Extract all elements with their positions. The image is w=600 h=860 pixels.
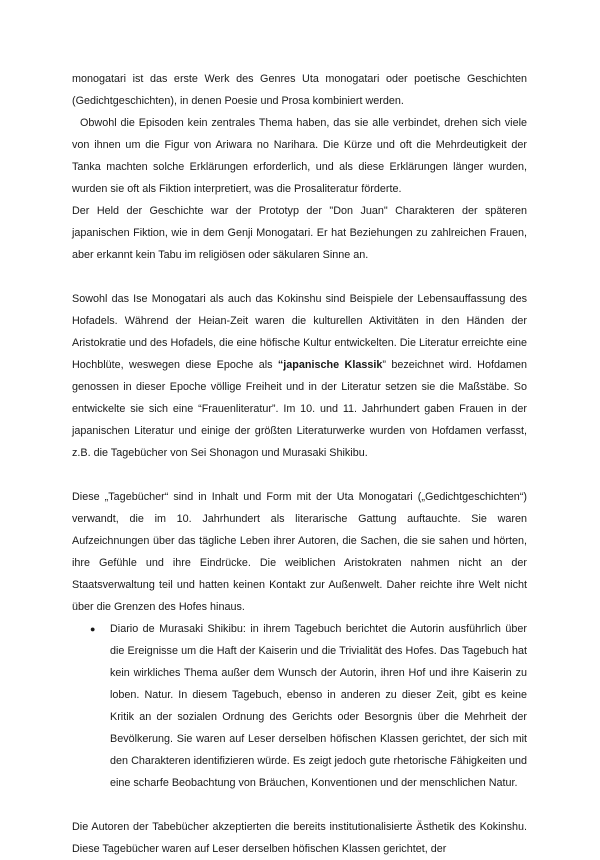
paragraph-gap <box>72 266 527 288</box>
paragraph-gap <box>72 794 527 816</box>
paragraph-4-text-end: ” bezeichnet wird. Hofdamen genossen in dieser Epoche völlige Freiheit und in der Literatur setzen sie die Maßstäbe. So entwickelte sie sich eine “Frauenliteratur”. Im 10. und 11. Jahrhundert gaben Frauen in der japanischen Literatur und einige der größten Literaturwerke wurden von Hofdamen verfasst, z.B. die Tagebücher von Sei Shonagon und Murasaki Shikibu. <box>72 359 527 459</box>
document-body <box>72 68 527 860</box>
paragraph-2: Obwohl die Episoden kein zentrales Thema haben, das sie alle verbindet, drehen sich viele von ihnen um die Figur von Ariwara no Narihara. Die Kürze und oft die Mehrdeutigkeit der Tanka machten solche Erklärungen erforderlich, und als diese Erklärungen länger wurden, wurden sie oft als Fiktion interpretiert, was die Prosaliteratur förderte. <box>72 117 527 195</box>
paragraph-6: Die Autoren der Tabebücher akzeptierten die bereits institutionalisierte Ästhetik des Kokinshu. Diese Tagebücher waren auf Leser derselben höfischen Klassen gerichtet, der <box>72 821 527 855</box>
bullet-text: Diario de Murasaki Shikibu: in ihrem Tagebuch berichtet die Autorin ausführlich über die Ereignisse um die Haft der Kaiserin und die Trivialität des Hofes. Das Tagebuch hat kein wirkliches Thema außer dem Wunsch der Autorin, ihren Hof und ihre Kaiserin zu loben. Natur. In diesem Tagebuch, ebenso in anderen zu dieser Zeit, gibt es keine Kritik an der sozialen Ordnung des Gerichts oder Besorgnis über die Mehrheit der Bevölkerung. Sie waren auf Leser derselben höfischen Klassen gerichtet, der sich mit den Charakteren identifizieren würde. Es zeigt jedoch gute rhetorische Fähigkeiten und eine scharfe Beobachtung von Bräuchen, Konventionen und der menschlichen Natur. <box>110 623 527 789</box>
japanische-klassik-term: “japanische Klassik <box>277 359 383 371</box>
bullet-list-item <box>72 618 527 794</box>
paragraph-4-text-start: Sowohl das Ise Monogatari als auch das Kokinshu sind Beispiele der Lebensauffassung des Hofadels. Während der Heian-Zeit waren die kulturellen Aktivitäten in den Händen der Aristokratie und des Hofadels, die eine höfische Kultur entwickelten. Die Literatur erreichte eine Hochblüte, weswegen diese Epoche als <box>72 293 527 371</box>
paragraph-1: monogatari ist das erste Werk des Genres Uta monogatari oder poetische Geschichten (Gedichtgeschichten), in denen Poesie und Prosa kombiniert werden. <box>72 73 527 107</box>
paragraph-gap <box>72 464 527 486</box>
bullet-icon: ● <box>90 624 96 634</box>
paragraph-5: Diese „Tagebücher“ sind in Inhalt und Form mit der Uta Monogatari („Gedichtgeschichten“) verwandt, die im 10. Jahrhundert als literarische Gattung auftauchte. Sie waren Aufzeichnungen über das tägliche Leben ihrer Autoren, die Sachen, die sie sahen und hörten, ihre Gefühle und ihre Eindrücke. Die weiblichen Aristokraten nahmen nicht an der Staatsverwaltung teil und hatten keinen Kontakt zur Außenwelt. Daher reichte ihre Welt nicht über die Grenzen des Hofes hinaus. <box>72 491 527 613</box>
paragraph-3: Der Held der Geschichte war der Prototyp der "Don Juan" Charakteren der späteren japanischen Fiktion, wie in dem Genji Monogatari. Er hat Beziehungen zu zahlreichen Frauen, aber erkannt kein Tabu im religiösen oder säkularen Sinne an. <box>72 205 527 261</box>
paragraph-4 <box>72 288 527 464</box>
